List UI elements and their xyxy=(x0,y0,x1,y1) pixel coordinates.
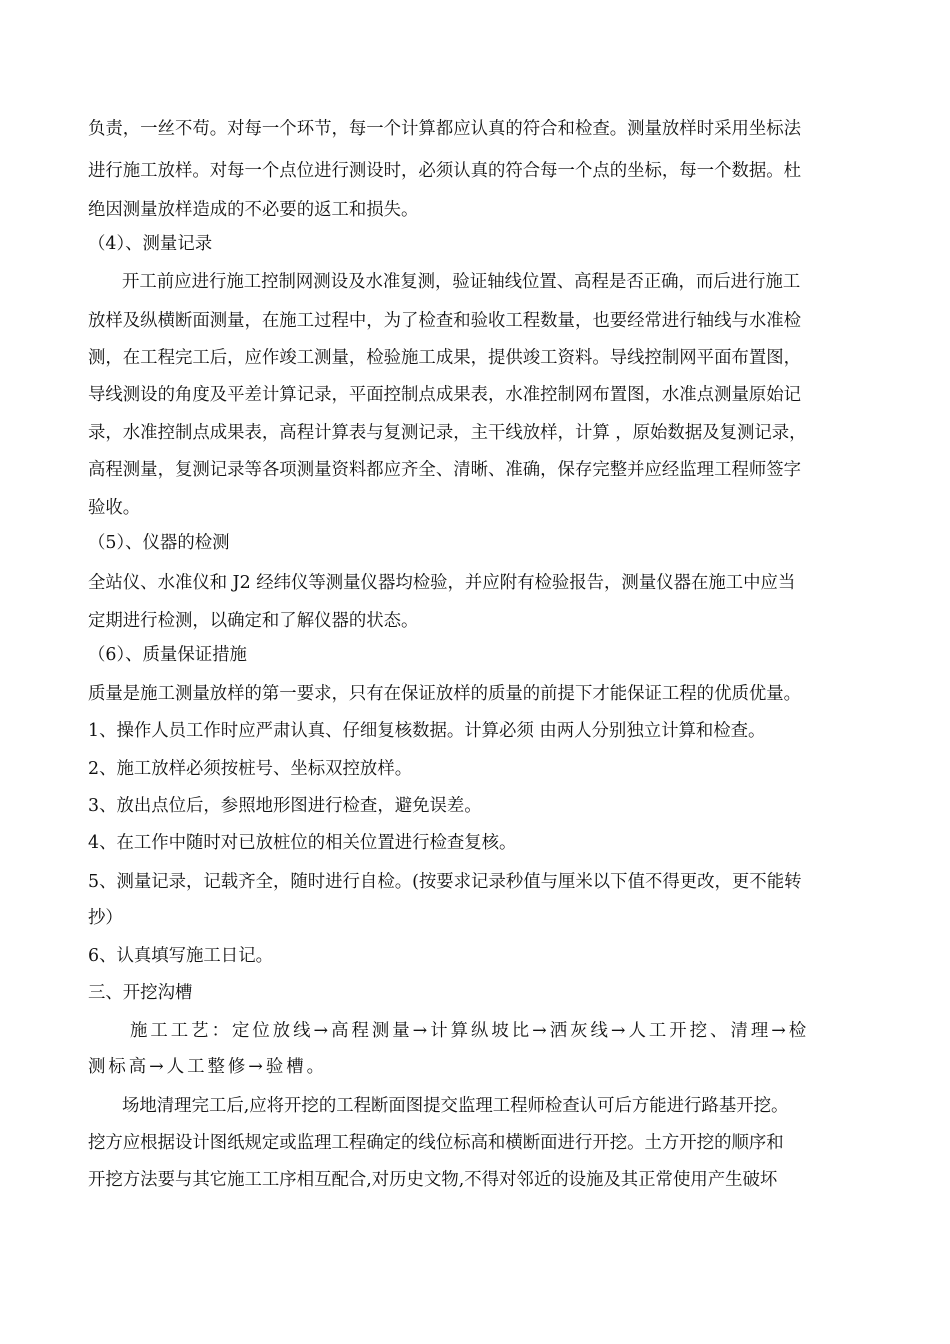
paragraph-line: 导线测设的角度及平差计算记录，平面控制点成果表，水准控制网布置图，水准点测量原始记 xyxy=(88,385,802,405)
list-item: 2、施工放样必须按桩号、坐标双控放样。 xyxy=(88,759,413,779)
section-heading: （6）、质量保证措施 xyxy=(88,645,247,665)
paragraph-line: 定期进行检测，以确定和了解仪器的状态。 xyxy=(88,611,419,631)
list-item: 4、在工作中随时对已放桩位的相关位置进行检查复核。 xyxy=(88,833,517,853)
paragraph-line: 绝因测量放样造成的不必要的返工和损失。 xyxy=(88,200,419,220)
paragraph-line: 放样及纵横断面测量，在施工过程中，为了检查和验收工程数量，也要经常进行轴线与水准检 xyxy=(88,311,802,331)
paragraph-line: 开工前应进行施工控制网测设及水准复测，验证轴线位置、高程是否正确，而后进行施工 xyxy=(122,272,801,292)
paragraph-line: 高程测量，复测记录等各项测量资料都应齐全、清晰、准确，保存完整并应经监理工程师签字 xyxy=(88,460,802,480)
paragraph-line: 进行施工放样。对每一个点位进行测设时，必须认真的符合每一个点的坐标，每一个数据。杜 xyxy=(88,161,802,181)
paragraph-line: 开挖方法要与其它施工工序相互配合,对历史文物,不得对邻近的设施及其正常使用产生破坏 xyxy=(88,1170,778,1190)
section-heading: 三、开挖沟槽 xyxy=(88,983,193,1003)
section-heading: （4）、测量记录 xyxy=(88,234,213,254)
paragraph-line: 验收。 xyxy=(88,498,141,518)
paragraph-line: 施工工艺：定位放线→高程测量→计算纵坡比→洒灰线→人工开挖、清理→检 xyxy=(130,1021,810,1041)
paragraph-line: 负责，一丝不苟。对每一个环节，每一个计算都应认真的符合和检查。测量放样时采用坐标法 xyxy=(88,119,802,139)
section-heading: （5）、仪器的检测 xyxy=(88,533,230,553)
paragraph-line: 测，在工程完工后，应作竣工测量，检验施工成果，提供竣工资料。导线控制网平面布置图， xyxy=(88,348,802,368)
list-item: 3、放出点位后，参照地形图进行检查，避免误差。 xyxy=(88,796,482,816)
paragraph-line: 场地清理完工后,应将开挖的工程断面图提交监理工程师检查认可后方能进行路基开挖。 xyxy=(122,1096,789,1116)
paragraph-line: 质量是施工测量放样的第一要求，只有在保证放样的质量的前提下才能保证工程的优质优量。 xyxy=(88,684,802,704)
list-item: 6、认真填写施工日记。 xyxy=(88,946,273,966)
paragraph-line: 测标高→人工整修→验槽。 xyxy=(88,1057,328,1077)
paragraph-line: 挖方应根据设计图纸规定或监理工程确定的线位标高和横断面进行开挖。土方开挖的顺序和 xyxy=(88,1133,784,1153)
list-item: 1、操作人员工作时应严肃认真、仔细复核数据。计算必须 由两人分别独立计算和检查。 xyxy=(88,721,766,741)
list-item: 5、测量记录，记载齐全，随时进行自检。(按要求记录秒值与厘米以下值不得更改，更不能转 xyxy=(88,872,802,892)
list-item: 抄） xyxy=(88,908,123,928)
paragraph-line: 录，水准控制点成果表，高程计算表与复测记录，主干线放样，计算 ，原始数据及复测记录， xyxy=(88,423,807,443)
paragraph-line: 全站仪、水准仪和 J2 经纬仪等测量仪器均检验，并应附有检验报告，测量仪器在施工中应当 xyxy=(88,573,796,593)
